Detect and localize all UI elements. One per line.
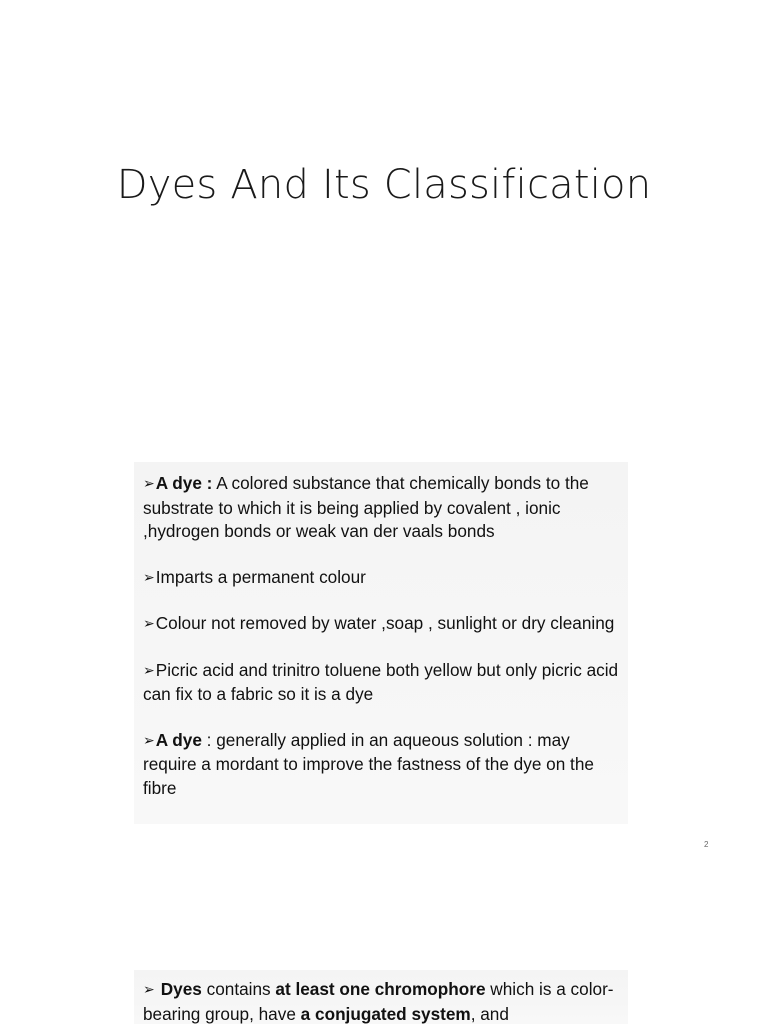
- paragraph-text: , and: [470, 1003, 509, 1024]
- term-a-dye: A dye: [155, 729, 202, 750]
- arrow-bullet-icon: ➢: [143, 981, 155, 997]
- arrow-bullet-icon: ➢: [143, 475, 155, 491]
- paragraph-text: : generally applied in an aqueous solution : may require a mordant to improve the fastness of the dye on the fibre: [143, 729, 594, 798]
- term-conjugated-system: a conjugated system: [300, 1003, 471, 1024]
- page-number: 2: [704, 840, 709, 849]
- paragraph-permanent-colour: [143, 566, 624, 591]
- arrow-bullet-icon: ➢: [143, 568, 155, 585]
- paragraph-picric-acid: [143, 659, 624, 707]
- paragraph-text: which is a color-bearing group, have: [143, 979, 614, 1024]
- paragraph-colour-not-removed: [143, 612, 624, 637]
- term-dyes: Dyes: [160, 979, 202, 999]
- arrow-bullet-icon: ➢: [143, 731, 155, 748]
- slide-image-chromophore: [134, 970, 628, 1024]
- term-a-dye: A dye :: [155, 473, 213, 493]
- term-chromophore: at least one chromophore: [275, 979, 486, 999]
- paragraph-aqueous-solution: [143, 729, 624, 801]
- arrow-bullet-icon: ➢: [143, 615, 155, 631]
- paragraph-text: Picric acid and trinitro toluene both yellow but only picric acid can fix to a fabric so it is a dye: [143, 659, 619, 704]
- page-title: Dyes And Its Classification: [116, 162, 652, 208]
- paragraph-dye-definition: [143, 472, 624, 544]
- slide-image-definition: [134, 462, 628, 824]
- definition-text: A colored substance that chemically bonds to the substrate to which it is being applied by covalent , ionic ,hydrogen bonds or weak van der vaals bonds: [143, 473, 589, 541]
- paragraph-chromophore: [143, 978, 624, 1026]
- arrow-bullet-icon: ➢: [143, 661, 155, 678]
- paragraph-text: Imparts a permanent colour: [155, 566, 366, 587]
- paragraph-text: Colour not removed by water ,soap , sunlight or dry cleaning: [155, 613, 615, 633]
- paragraph-text: contains: [201, 979, 276, 999]
